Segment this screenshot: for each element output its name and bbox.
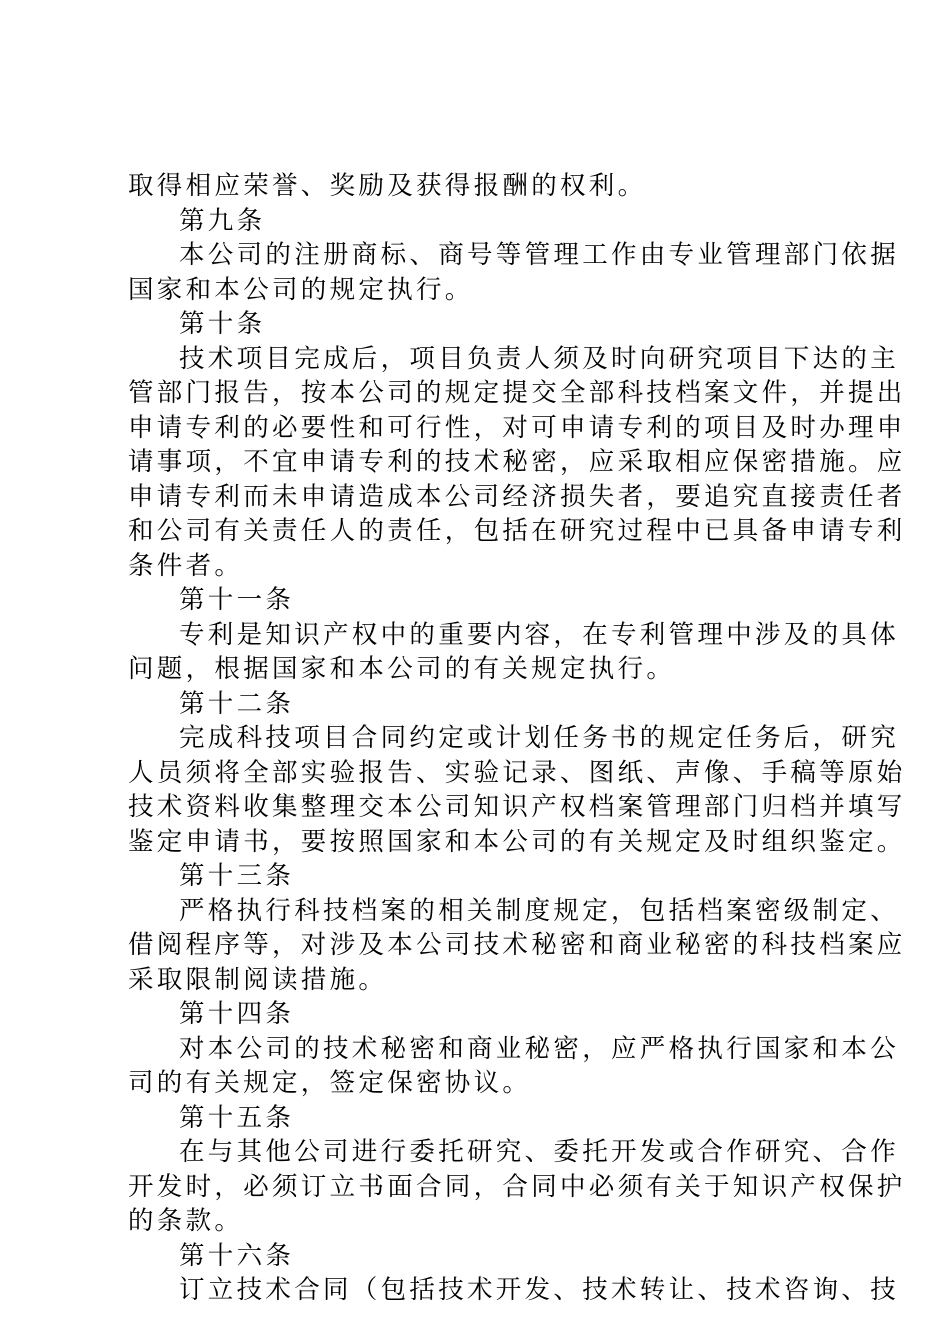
article-heading: 第十条 xyxy=(179,309,266,339)
text-line: 严格执行科技档案的相关制度规定，包括档案密级制定、 xyxy=(179,895,900,926)
text-line: 申请专利而未申请造成本公司经济损失者，要追究直接责任者 xyxy=(128,481,906,512)
document-body xyxy=(128,169,906,1308)
text-line: 人员须将全部实验报告、实验记录、图纸、声像、手稿等原始 xyxy=(128,757,906,788)
text-line: 技术资料收集整理交本公司知识产权档案管理部门归档并填写 xyxy=(128,792,906,822)
text-line: 借阅程序等，对涉及本公司技术秘密和商业秘密的科技档案应 xyxy=(128,930,906,960)
text-line: 问题，根据国家和本公司的有关规定执行。 xyxy=(128,654,676,684)
text-line: 在与其他公司进行委托研究、委托开发或合作研究、合作 xyxy=(179,1137,900,1167)
text-line: 申请专利的必要性和可行性，对可申请专利的项目及时办理申 xyxy=(128,412,906,443)
article-heading: 第十三条 xyxy=(179,861,295,891)
text-line: 对本公司的技术秘密和商业秘密，应严格执行国家和本公 xyxy=(179,1033,900,1064)
text-line: 司的有关规定，签定保密协议。 xyxy=(128,1068,532,1098)
text-line: 取得相应荣誉、奖励及获得报酬的权利。 xyxy=(128,171,647,201)
text-line: 技术项目完成后，项目负责人须及时向研究项目下达的主 xyxy=(179,343,900,374)
text-line: 开发时，必须订立书面合同，合同中必须有关于知识产权保护 xyxy=(128,1171,906,1202)
text-line: 和公司有关责任人的责任，包括在研究过程中已具备申请专利 xyxy=(128,516,906,546)
article-heading: 第十二条 xyxy=(179,688,295,719)
text-line: 管部门报告，按本公司的规定提交全部科技档案文件，并提出 xyxy=(128,378,906,408)
article-heading: 第十五条 xyxy=(179,1102,295,1133)
text-line: 的条款。 xyxy=(128,1206,244,1236)
text-line: 完成科技项目合同约定或计划任务书的规定任务后，研究 xyxy=(179,723,900,753)
article-heading: 第十四条 xyxy=(179,999,295,1029)
article-heading: 第十一条 xyxy=(179,585,295,615)
text-line: 国家和本公司的规定执行。 xyxy=(128,274,474,305)
article-heading: 第九条 xyxy=(179,205,266,236)
text-line: 订立技术合同（包括技术开发、技术转让、技术咨询、技 xyxy=(179,1275,900,1305)
text-line: 请事项，不宜申请专利的技术秘密，应采取相应保密措施。应 xyxy=(128,447,906,477)
text-line: 专利是知识产权中的重要内容，在专利管理中涉及的具体 xyxy=(179,619,900,650)
text-line: 本公司的注册商标、商号等管理工作由专业管理部门依据 xyxy=(179,240,900,270)
text-line: 条件者。 xyxy=(128,550,244,581)
article-heading: 第十六条 xyxy=(179,1240,295,1271)
text-line: 采取限制阅读措施。 xyxy=(128,964,388,995)
text-line: 鉴定申请书，要按照国家和本公司的有关规定及时组织鉴定。 xyxy=(128,826,906,857)
